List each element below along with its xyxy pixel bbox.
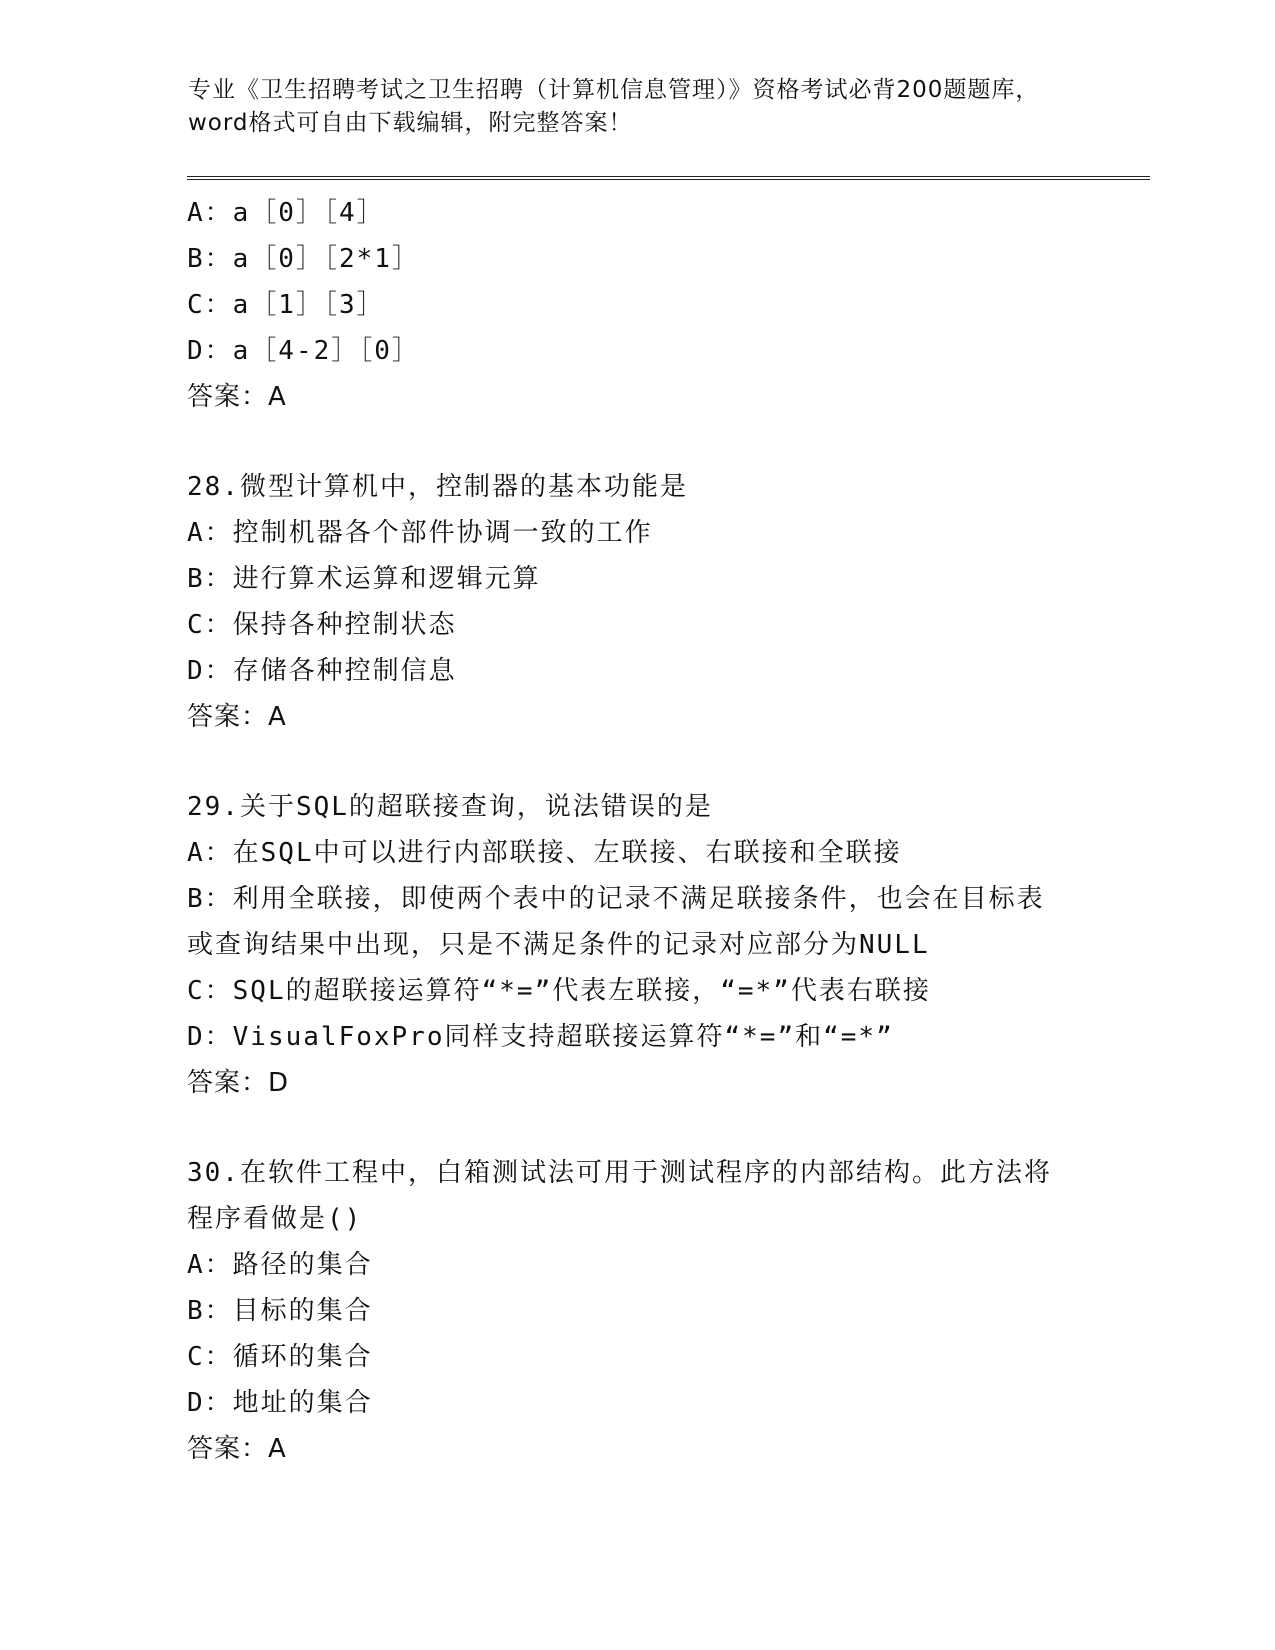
question-30 <box>187 1150 1087 1472</box>
header-divider <box>187 176 1150 180</box>
header-line-2: word格式可自由下载编辑，附完整答案！ <box>188 110 633 136</box>
question-27 <box>187 190 1087 420</box>
answer-text: 答案：A <box>187 702 287 732</box>
option-c: C：a［1］［3］ <box>187 290 385 320</box>
header-line-1: 专业《卫生招聘考试之卫生招聘（计算机信息管理）》资格考试必背200题题库， <box>188 77 1040 103</box>
option-c: C：保持各种控制状态 <box>187 610 457 640</box>
question-list <box>187 190 1087 1472</box>
question-gap <box>187 740 1087 784</box>
answer-text: 答案：D <box>187 1068 290 1098</box>
option-d: D：a［4-2］［0］ <box>187 336 420 366</box>
option-b: B：a［0］［2*1］ <box>187 244 420 274</box>
option-c: C：SQL的超联接运算符“*=”代表左联接，“=*”代表右联接 <box>187 976 931 1006</box>
answer-text: 答案：A <box>187 1434 287 1464</box>
option-a: A：控制机器各个部件协调一致的工作 <box>187 518 653 548</box>
question-text: 28.微型计算机中，控制器的基本功能是 <box>187 472 688 502</box>
option-b: B：利用全联接，即使两个表中的记录不满足联接条件，也会在目标表 <box>187 884 1045 914</box>
option-d: D：VisualFoxPro同样支持超联接运算符“*=”和“=*” <box>187 1022 894 1052</box>
option-a: A：a［0］［4］ <box>187 198 385 228</box>
document-header <box>188 74 1088 140</box>
question-text: 29.关于SQL的超联接查询，说法错误的是 <box>187 792 713 822</box>
option-d: D：地址的集合 <box>187 1388 373 1418</box>
question-gap <box>187 420 1087 464</box>
option-b-continued: 或查询结果中出现，只是不满足条件的记录对应部分为NULL <box>187 930 930 960</box>
option-a: A：路径的集合 <box>187 1250 373 1280</box>
option-a: A：在SQL中可以进行内部联接、左联接、右联接和全联接 <box>187 838 902 868</box>
option-d: D：存储各种控制信息 <box>187 656 457 686</box>
question-gap <box>187 1106 1087 1150</box>
option-c: C：循环的集合 <box>187 1342 373 1372</box>
question-28 <box>187 464 1087 740</box>
question-text: 30.在软件工程中，白箱测试法可用于测试程序的内部结构。此方法将 <box>187 1158 1052 1188</box>
option-b: B：目标的集合 <box>187 1296 373 1326</box>
question-29 <box>187 784 1087 1106</box>
answer-text: 答案：A <box>187 382 287 412</box>
option-b: B：进行算术运算和逻辑元算 <box>187 564 541 594</box>
question-text-continued: 程序看做是() <box>187 1204 363 1234</box>
